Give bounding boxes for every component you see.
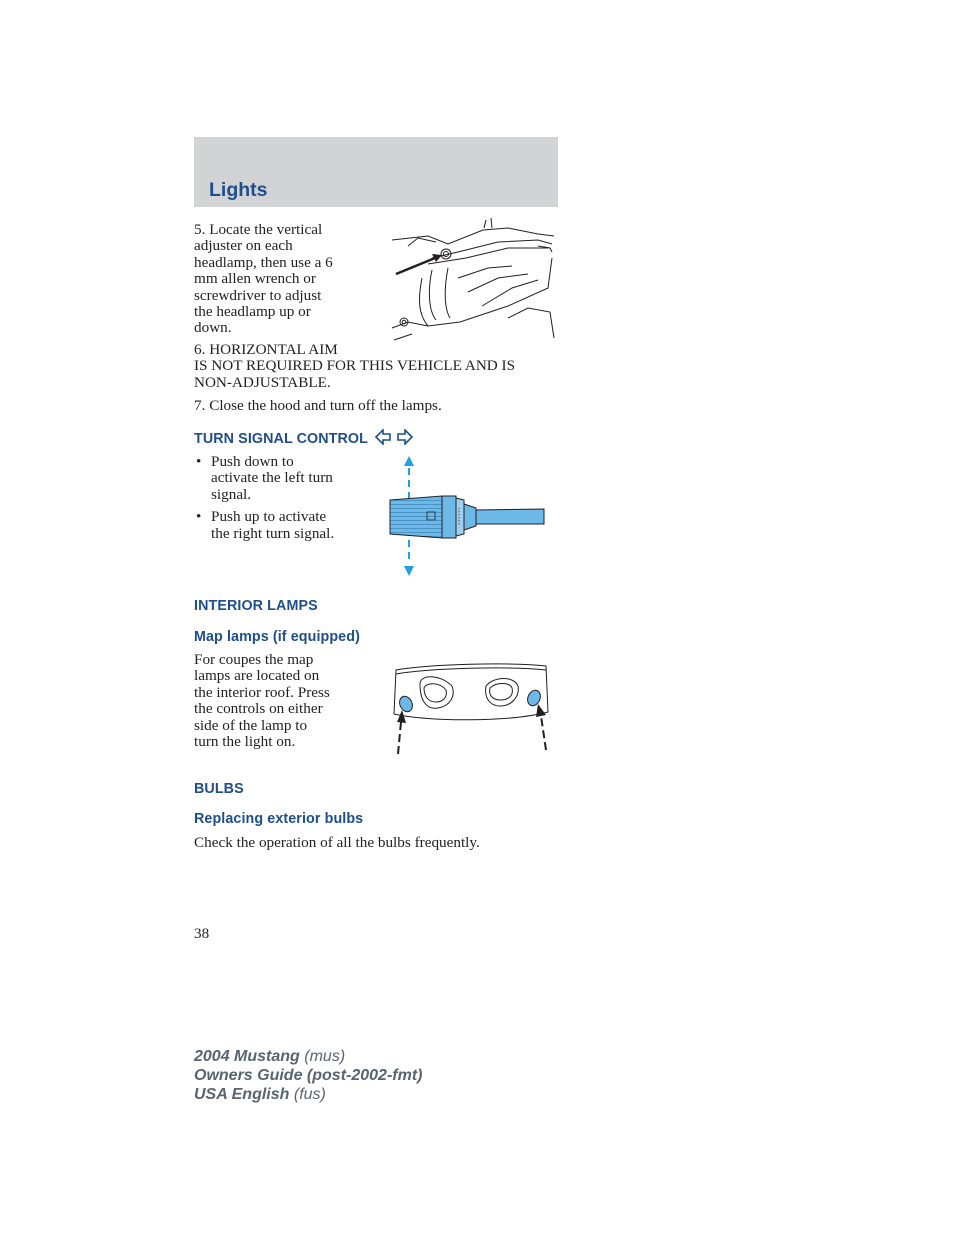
turn-signal-heading-text: TURN SIGNAL CONTROL — [194, 431, 368, 447]
step-5-text — [194, 222, 374, 337]
step-6-line: IS NOT REQUIRED FOR THIS VEHICLE AND IS — [194, 357, 516, 375]
replacing-bulbs-subheading: Replacing exterior bulbs — [194, 811, 364, 827]
section-title: Lights — [209, 179, 268, 201]
interior-lamps-heading: INTERIOR LAMPS — [194, 598, 318, 614]
step-5-line: adjuster on each — [194, 237, 293, 255]
replacing-bulbs-text: Check the operation of all the bulbs frequently. — [194, 834, 480, 851]
bullet-line: Push up to activate — [211, 508, 327, 526]
map-lamps-line: lamps are located on — [194, 667, 320, 685]
section-header-band — [194, 137, 558, 207]
bullet-line: signal. — [211, 485, 252, 503]
map-lamps-line: For coupes the map — [194, 651, 314, 668]
step-5-line: down. — [194, 319, 232, 337]
footer-model: 2004 Mustang — [194, 1048, 300, 1065]
footer-guide: Owners Guide (post-2002-fmt) — [194, 1067, 423, 1084]
step-5-line: the headlamp up or — [194, 303, 311, 321]
bullet-dot: • — [196, 453, 202, 470]
step-5-line: screwdriver to adjust — [194, 286, 322, 304]
step-5-line: mm allen wrench or — [194, 270, 316, 288]
map-lamps-subheading: Map lamps (if equipped) — [194, 629, 360, 645]
map-lamps-text — [194, 652, 374, 750]
footer-language: USA English — [194, 1086, 290, 1103]
headlamp-adjuster-illustration — [388, 218, 556, 346]
document-footer — [194, 1047, 422, 1104]
turn-signal-stalk-illustration — [384, 452, 546, 580]
footer-line-guide — [194, 1066, 422, 1085]
turn-signal-heading — [194, 429, 413, 447]
step-5-line: headlamp, then use a 6 — [194, 253, 333, 271]
map-lamps-line: turn the light on. — [194, 733, 296, 751]
map-lamps-line: the interior roof. Press — [194, 683, 330, 701]
turn-signal-bullet-list — [194, 454, 374, 548]
footer-model-code: (mus) — [304, 1048, 346, 1065]
step-6-line: 6. HORIZONTAL AIM — [194, 341, 338, 358]
footer-line-language — [194, 1085, 422, 1104]
bulbs-heading: BULBS — [194, 781, 244, 797]
map-lamp-illustration — [390, 660, 552, 756]
step-6-line: NON-ADJUSTABLE. — [194, 373, 331, 391]
step-6-text — [194, 342, 554, 391]
map-lamps-line: the controls on either — [194, 700, 323, 718]
turn-signal-arrows-icon — [375, 429, 413, 445]
footer-language-code: (fus) — [293, 1086, 326, 1103]
step-7-text: 7. Close the hood and turn off the lamps. — [194, 397, 442, 414]
map-lamps-line: side of the lamp to — [194, 716, 308, 734]
bullet-line: activate the left turn — [211, 469, 333, 487]
bullet-line: Push down to — [211, 453, 294, 470]
bullet-dot: • — [196, 508, 202, 526]
page-number: 38 — [194, 925, 210, 942]
bullet-line: the right turn signal. — [211, 524, 335, 542]
step-5-line: 5. Locate the vertical — [194, 221, 323, 238]
list-item — [194, 454, 374, 503]
list-item — [194, 509, 374, 542]
footer-line-model — [194, 1047, 422, 1066]
